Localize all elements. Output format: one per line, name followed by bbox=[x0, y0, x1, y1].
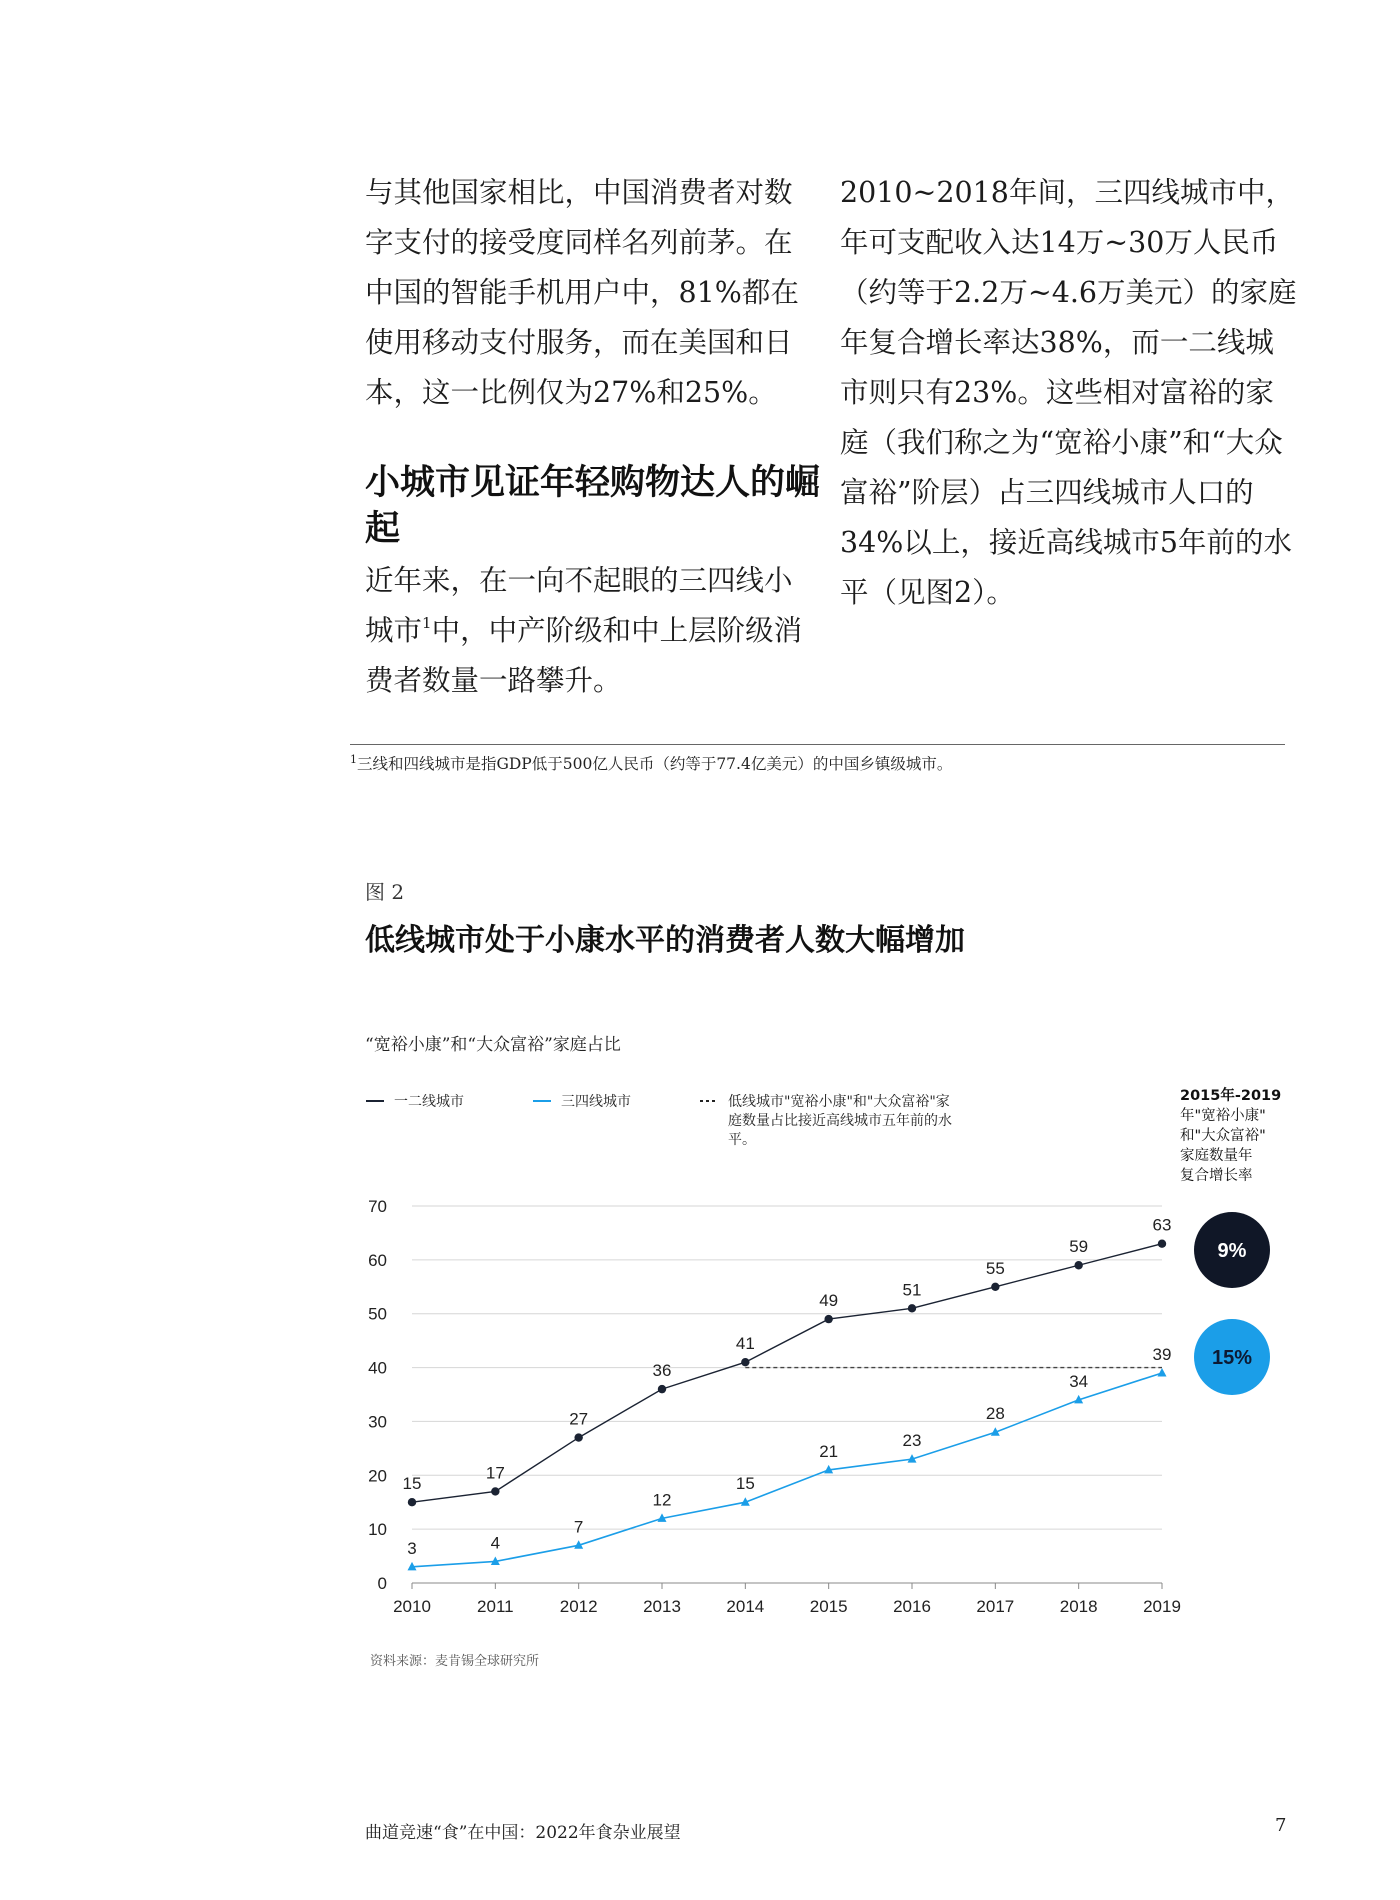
data-label: 3 bbox=[407, 1538, 417, 1558]
data-label: 15 bbox=[735, 1474, 755, 1494]
body-paragraph-1: 与其他国家相比，中国消费者对数字支付的接受度同样名列前茅。在中国的智能手机用户中，81%都在使用移动支付服务，而在美国和日本，这一比例仅为27%和25%。 bbox=[365, 176, 799, 409]
series-line bbox=[412, 1244, 1162, 1503]
y-tick-label: 30 bbox=[368, 1412, 387, 1432]
y-tick-label: 20 bbox=[368, 1466, 387, 1486]
footnote-text: 三线和四线城市是指GDP低于500亿人民币（约等于77.4亿美元）的中国乡镇级城市。 bbox=[357, 755, 953, 773]
data-label: 15 bbox=[402, 1474, 422, 1494]
data-label: 39 bbox=[1152, 1344, 1172, 1364]
page-footer: 曲道竞速“食”在中国：2022年食杂业展望 bbox=[365, 1823, 681, 1843]
x-tick-label: 2010 bbox=[393, 1597, 431, 1616]
x-tick-label: 2014 bbox=[726, 1597, 765, 1616]
y-tick-label: 0 bbox=[377, 1574, 387, 1593]
figure-label: 图 2 bbox=[365, 880, 405, 904]
paragraph-2-start: 近年来，在一向不起眼的三四线小城市 bbox=[365, 564, 793, 647]
legend-label: 三四线城市 bbox=[561, 1094, 631, 1110]
data-label: 21 bbox=[819, 1441, 839, 1461]
y-tick-label: 10 bbox=[368, 1520, 387, 1540]
data-label: 59 bbox=[1069, 1237, 1089, 1257]
series-line bbox=[412, 1373, 1162, 1567]
data-label: 36 bbox=[652, 1361, 672, 1381]
x-tick-label: 2012 bbox=[559, 1597, 598, 1616]
data-label: 28 bbox=[985, 1404, 1005, 1424]
data-point bbox=[1074, 1261, 1082, 1269]
data-point bbox=[491, 1487, 499, 1495]
data-label: 27 bbox=[569, 1409, 589, 1429]
data-label: 7 bbox=[573, 1517, 584, 1537]
y-tick-label: 40 bbox=[368, 1358, 387, 1378]
legend-label: 一二线城市 bbox=[394, 1094, 464, 1110]
footnote-ref[interactable]: 1 bbox=[422, 614, 432, 632]
data-label: 41 bbox=[735, 1334, 755, 1354]
data-label: 23 bbox=[902, 1431, 922, 1451]
y-tick-label: 60 bbox=[368, 1250, 387, 1270]
y-tick-label: 70 bbox=[368, 1197, 387, 1216]
data-point bbox=[574, 1433, 582, 1441]
reference-note: 低线城市"宽裕小康"和"大众富裕"家庭数量占比接近高线城市五年前的水平。 bbox=[728, 1094, 952, 1148]
data-point bbox=[824, 1315, 832, 1323]
x-tick-label: 2015 bbox=[809, 1597, 848, 1616]
data-label: 49 bbox=[819, 1291, 839, 1311]
chart-subtitle: “宽裕小康”和“大众富裕”家庭占比 bbox=[365, 1035, 621, 1055]
chart-grid bbox=[412, 1206, 1162, 1583]
data-label: 4 bbox=[490, 1533, 501, 1553]
data-point bbox=[741, 1358, 749, 1366]
cagr-panel bbox=[1180, 1086, 1281, 1395]
section-heading: 小城市见证年轻购物达人的崛起 bbox=[365, 462, 821, 549]
x-tick-label: 2017 bbox=[976, 1597, 1015, 1616]
data-label: 51 bbox=[902, 1280, 922, 1300]
body-paragraph-3: 2010~2018年间，三四线城市中，年可支配收入达14万~30万人民币（约等于2.2万~4.6万美元）的家庭年复合增长率达38%，而一二线城市则只有23%。这些相对富裕的家庭（我们称之为“宽裕小康”和“大众富裕”阶层）占三四线城市人口的34%以上，接近高线城市5年前的水平（见图2）。 bbox=[840, 176, 1297, 609]
x-tick-label: 2013 bbox=[643, 1597, 681, 1616]
cagr-value: 15% bbox=[1211, 1347, 1253, 1369]
cagr-value: 9% bbox=[1217, 1240, 1247, 1262]
data-point bbox=[658, 1385, 666, 1393]
data-point bbox=[991, 1283, 999, 1291]
x-tick-label: 2011 bbox=[477, 1597, 514, 1616]
x-tick-label: 2018 bbox=[1059, 1597, 1098, 1616]
y-tick-label: 50 bbox=[368, 1304, 387, 1324]
page-number: 7 bbox=[1275, 1815, 1287, 1836]
series-lines bbox=[403, 1216, 1172, 1571]
x-tick-label: 2019 bbox=[1143, 1597, 1181, 1616]
footnote-marker: 1 bbox=[350, 753, 357, 766]
paragraph-2-end: 中，中产阶级和中上层阶级消费者数量一路攀升。 bbox=[365, 614, 803, 697]
chart-legend bbox=[366, 1093, 952, 1148]
data-label: 34 bbox=[1069, 1371, 1089, 1391]
data-label: 17 bbox=[485, 1463, 505, 1483]
data-point bbox=[1158, 1240, 1166, 1248]
chart-source: 资料来源：麦肯锡全球研究所 bbox=[370, 1654, 540, 1669]
data-label: 12 bbox=[652, 1490, 672, 1510]
x-tick-label: 2016 bbox=[893, 1597, 931, 1616]
data-point bbox=[1158, 1368, 1167, 1377]
data-point bbox=[908, 1304, 916, 1312]
data-label: 55 bbox=[985, 1258, 1005, 1278]
figure-title: 低线城市处于小康水平的消费者人数大幅增加 bbox=[365, 923, 965, 958]
data-label: 63 bbox=[1152, 1215, 1172, 1235]
data-point bbox=[408, 1498, 416, 1506]
cagr-title: 2015年-2019 年"宽裕小康"和"大众富裕"家庭数量年复合增长率 bbox=[1180, 1088, 1282, 1184]
